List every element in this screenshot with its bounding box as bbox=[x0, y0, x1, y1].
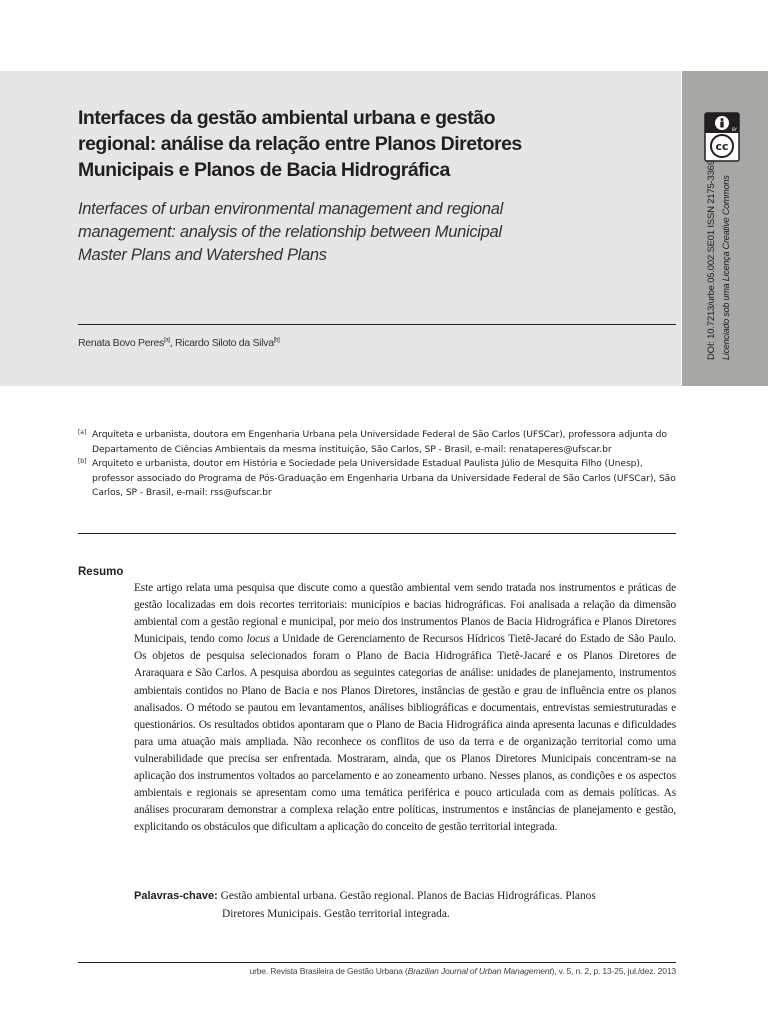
footer-post: ), v. 5, n. 2, p. 13-25, jul./dez. 2013 bbox=[551, 966, 676, 976]
cc-label: cc bbox=[715, 140, 729, 153]
creative-commons-icon bbox=[704, 112, 740, 162]
authors-line bbox=[78, 337, 280, 349]
license-text: Licenciado sob uma Licença Creative Commons bbox=[721, 175, 731, 360]
author-mark: [b] bbox=[273, 337, 280, 344]
abstract-text-part1: Este artigo relata uma pesquisa que discute como a questão ambiental vem sendo tratada nos instrumentos e práticas de gestão localizadas em dois recortes territoriais: municípios e bacias hidrográficas. Foi analisada a relação da dimensão ambiental com a gestão regional e municipal, por meio dos instrumentos Planos de Bacia Hidrográfica e Planos Diretores Municipais, tendo como bbox=[134, 582, 676, 646]
affiliation-b bbox=[78, 457, 678, 501]
abstract-heading: Resumo bbox=[78, 566, 124, 578]
by-label: BY bbox=[732, 127, 737, 132]
affiliation-mark: [b] bbox=[78, 458, 87, 465]
author-separator: , bbox=[169, 337, 175, 349]
affiliation-mark: [a] bbox=[78, 429, 87, 436]
affiliation-a bbox=[78, 428, 678, 457]
footer-citation bbox=[249, 966, 676, 976]
affiliations bbox=[78, 428, 678, 501]
keywords-line1: Gestão ambiental urbana. Gestão regional. Planos de Bacias Hidrográficas. Planos bbox=[220, 890, 596, 902]
affiliation-text: Arquiteto e urbanista, doutor em História e Sociedade pela Universidade Estadual Paulista Júlio de Mesquita Filho (Unesp), professor associado do Programa de Pós-Graduação em Engenharia Urbana da Universidade Federal de São Carlos (UFSCar), São Carlos, SP - Brasil, e-mail: rss@ufscar.br bbox=[92, 458, 676, 498]
keywords-label: Palavras-chave: bbox=[134, 890, 218, 902]
author-name: Renata Bovo Peres bbox=[78, 337, 164, 349]
doi-issn-text: DOI: 10.7213/urbe.05.002.SE01 ISSN 2175-3369 bbox=[706, 160, 717, 360]
author-name: Ricardo Siloto da Silva bbox=[175, 337, 274, 349]
keywords-line2: Diretores Municipais. Gestão territorial integrada. bbox=[222, 908, 450, 920]
footer-divider bbox=[78, 962, 676, 963]
abstract-body bbox=[134, 580, 676, 836]
article-subtitle: Interfaces of urban environmental management and regional management: analysis of the relationship between Municipal Master Plans and Watershed Plans bbox=[78, 200, 504, 264]
doi-issn-vertical bbox=[704, 160, 734, 360]
footer-journal: Brazilian Journal of Urban Management bbox=[407, 966, 552, 976]
article-title: Interfaces da gestão ambiental urbana e gestão regional: análise da relação entre Planos Diretores Municipais e Planos de Bacia Hidrográfica bbox=[78, 107, 522, 181]
footer-pre: urbe. Revista Brasileira de Gestão Urbana ( bbox=[249, 966, 408, 976]
keywords-block bbox=[134, 887, 654, 923]
abstract-text-part2: a Unidade de Gerenciamento de Recursos Hídricos Tietê-Jacaré do Estado de São Paulo. Os objetos de pesquisa selecionados foram o Plano de Bacia Hidrográfica Tietê-Jacaré e os Planos Diretores de Araraquara e São Carlos. A pesquisa abordou as seguintes categorias de análise: unidades de planejamento, instrumentos ambientais contidos no Plano de Bacia e nos Planos Diretores, instâncias de gestão e grau de influência entre os planos analisados. O método se pautou em levantamentos, análises bibliográficas e documentais, entrevistas semiestruturadas e questionários. Os resultados obtidos apontaram que o Plano de Bacia Hidrográfica ainda apresenta lacunas e dificuldades para uma atuação mais ampliada. Não reconhece os conflitos de uso da terra e de organização territorial como uma vulnerabilidade que precisa ser enfrentada. Mostraram, ainda, que os Planos Diretores Municipais concentram-se na aplicação dos instrumentos voltados ao parcelamento e ao zoneamento urbano. Nesses planos, as condições e os aspectos ambientais e regionais se apresentam como uma temática periférica e pouco articulada com as demais políticas. As análises procuraram demonstrar a complexa relação entre políticas, instrumentos e instâncias de planejamento e gestão, explicitando os obstáculos que dificultam a aplicação do conceito de gestão territorial integrada. bbox=[134, 633, 676, 834]
abstract-divider bbox=[78, 533, 676, 534]
title-divider bbox=[78, 324, 676, 325]
abstract-locus: locus bbox=[246, 633, 270, 646]
affiliation-text: Arquiteta e urbanista, doutora em Engenharia Urbana pela Universidade Federal de São Carlos (UFSCar), professora adjunta do Departamento de Ciências Ambientais da mesma instituição, São Carlos, SP - Brasil, e-mail: renataperes@ufscar.br bbox=[92, 429, 667, 455]
author-mark: [a] bbox=[163, 337, 170, 344]
